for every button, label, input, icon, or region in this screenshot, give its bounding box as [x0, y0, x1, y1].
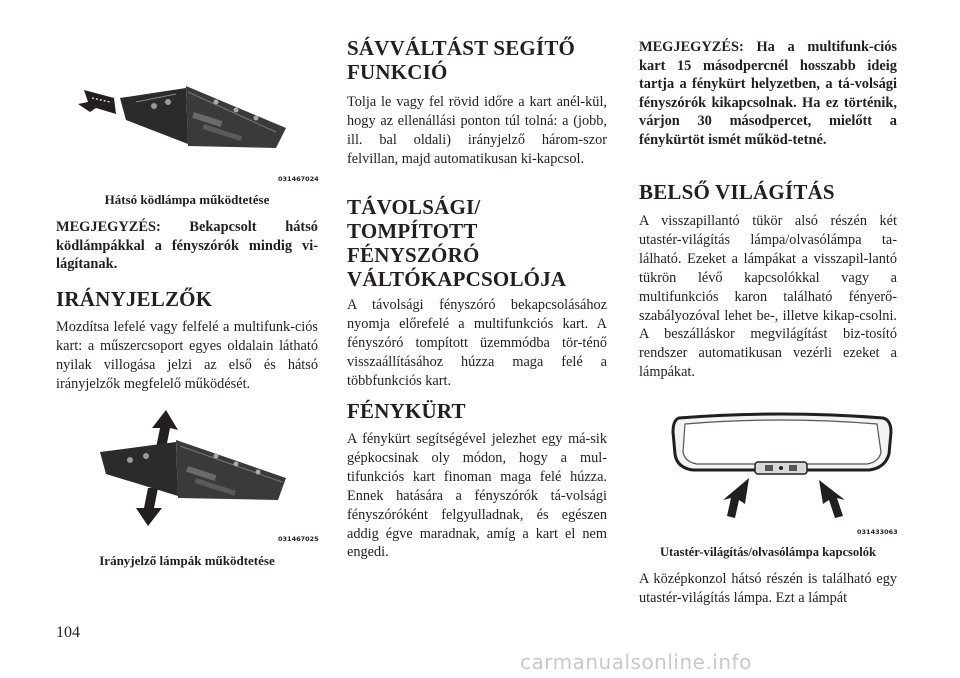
- arrow-left-icon: [78, 90, 116, 114]
- arrow-pointer-icon: [723, 478, 749, 518]
- column-middle: [347, 0, 607, 678]
- figure-caption: Irányjelző lámpák működtetése: [99, 553, 275, 568]
- note-text: MEGJEGYZÉS: Ha a multifunk-ciós kart 15 másodpercnél hosszabb ideig tartja a fénykürt helyzetben, a tá-volsági fényszórók kikapcsolnak. Ha ez történik, várjon 30 másodpercet, mielőtt a fénykürtöt ismét működ-tetné.: [639, 39, 897, 148]
- body-paragraph: Tolja le vagy fel rövid időre a kart anél-kül, hogy az ellenállási ponton túl tolná: a (jobb, ill. bal oldali) irányjelző három-szor felvillan, majd automatikusan ki-kapcsol.: [347, 94, 607, 167]
- column-left: [56, 0, 318, 678]
- watermark: carmanualsonline.info: [520, 650, 752, 674]
- turn-signal-lever-figure: [96, 408, 316, 528]
- rear-fog-lamp-lever-figure: [76, 72, 316, 172]
- section-heading: SÁVVÁLTÁST SEGÍTŐ FUNKCIÓ: [347, 36, 576, 84]
- body-paragraph: A visszapillantó tükör alsó részén két utastér-világítás lámpa/olvasólámpa ta-lálható. Ezeket a lámpákat a visszapil-lantó tükrön lévő kapcsolókkal vagy a multifunkciós karon található fényerő-szabályozóval lehet be-, illetve kikap-csolni. A beszálláskor megvilágítást biz-tosító rendszer automatikusan vezérli ezeket a lámpákat.: [639, 213, 897, 381]
- arrow-down-icon: [136, 488, 162, 526]
- figure-code: 031467024: [278, 175, 319, 183]
- body-paragraph: A fénykürt segítségével jelezhet egy má-sik gépkocsinak oly módon, hogy a mul-tifunkciós kart finoman maga felé húzza. Ennek hatására a fényszórók tá-volsági fényszóróként felgyulladnak, és egészen addig égve maradnak, amíg a kart el nem engedi.: [347, 431, 607, 561]
- figure-code: 031467025: [278, 535, 319, 543]
- body-paragraph: Mozdítsa lefelé vagy felfelé a multifunk-ciós kart: a műszercsoport egyes oldalain látható nyilak villogása jelzi az első és hátsó irányjelzők megfelelő működését.: [56, 319, 318, 392]
- section-heading: FÉNYKÜRT: [347, 399, 466, 423]
- section-heading: TÁVOLSÁGI/ TOMPÍTOTT FÉNYSZÓRÓ VÁLTÓKAPCSOLÓJA: [347, 195, 567, 291]
- section-heading: IRÁNYJELZŐK: [56, 287, 213, 311]
- arrow-pointer-icon: [819, 480, 845, 518]
- rearview-mirror-figure: [669, 408, 897, 520]
- page-number: 104: [56, 624, 80, 641]
- body-paragraph: A középkonzol hátsó részén is található egy utastér-világítás lámpa. Ezt a lámpát: [639, 571, 897, 606]
- body-paragraph: A távolsági fényszóró bekapcsolásához nyomja előrefelé a multifunkciós kart. A fényszóró tompított üzemmódba tör-ténő visszaállításához húzza maga felé a többfunkciós kart.: [347, 297, 607, 389]
- section-heading: BELSŐ VILÁGÍTÁS: [639, 180, 835, 204]
- figure-code: 031433063: [857, 528, 898, 536]
- column-right: [639, 0, 897, 678]
- figure-caption: Hátsó ködlámpa működtetése: [104, 192, 270, 207]
- note-text: MEGJEGYZÉS: Bekapcsolt hátsó ködlámpákkal a fényszórók mindig vi-lágítanak.: [56, 219, 318, 273]
- figure-caption: Utastér-világítás/olvasólámpa kapcsolók: [659, 545, 877, 559]
